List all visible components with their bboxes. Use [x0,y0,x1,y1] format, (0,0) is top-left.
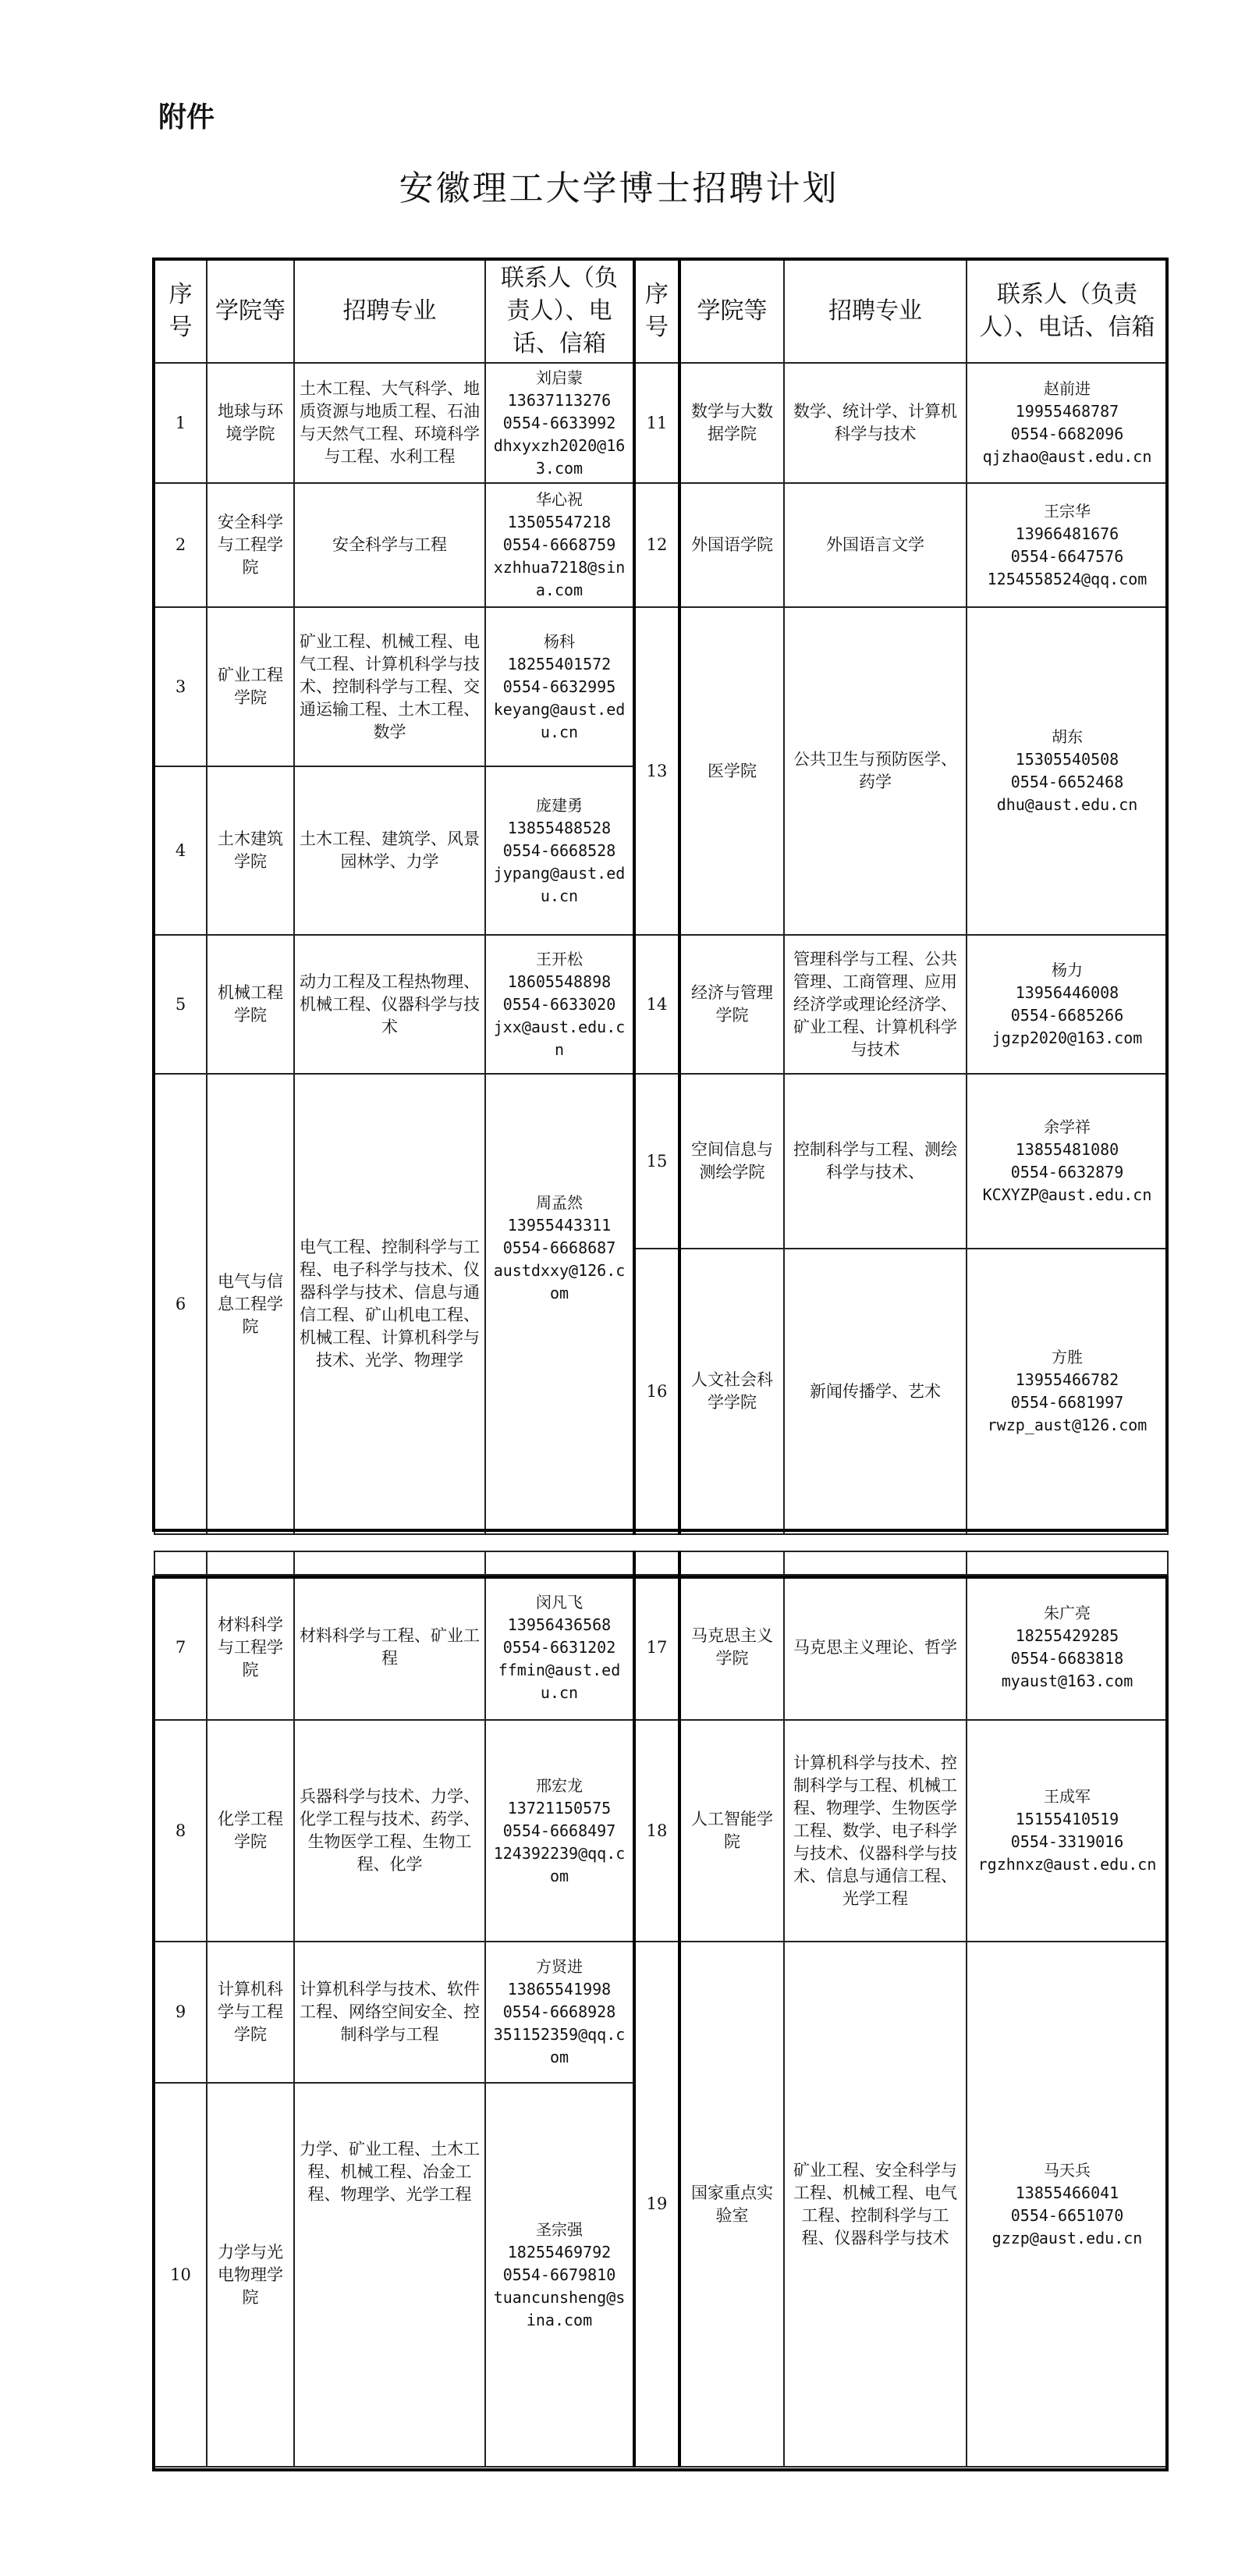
contact-phone: 0554-6647576 [1010,546,1124,566]
contact-name: 赵前进 [1044,379,1091,398]
seq-cell: 9 [154,1942,207,2083]
college-cell: 经济与管理学院 [679,935,784,1074]
college-cell: 人工智能学院 [679,1720,784,1942]
contact-email: tuancunsheng@sina.com [493,2287,626,2329]
major-cell: 动力工程及工程热物理、机械工程、仪器科学与技术 [294,935,485,1074]
contact-phone: 0554-6652468 [1010,773,1124,791]
table-row [154,935,1168,1074]
contact-name: 方贤进 [536,1957,583,1976]
contact-name: 余学祥 [1044,1117,1091,1136]
stub-cell [294,1551,485,1575]
seq-cell: 12 [634,483,679,607]
major-cell: 控制科学与工程、测绘科学与技术、 [784,1074,967,1249]
major-cell: 公共卫生与预防医学、药学 [784,607,967,935]
contact-email: myaust@163.com [1001,1672,1133,1690]
stub-cell [207,1551,294,1575]
contact-mobile: 13956436568 [507,1615,612,1634]
table-stub-row [154,1551,1168,1575]
seq-cell: 3 [154,607,207,766]
major-cell: 力学、矿业工程、土木工程、机械工程、冶金工程、物理学、光学工程 [294,2083,485,2467]
college-cell: 力学与光电物理学院 [207,2083,294,2467]
header-seq-left: 序号 [154,260,207,363]
contact-mobile: 15305540508 [1015,750,1119,769]
seq-cell: 14 [634,935,679,1074]
seq-cell: 16 [634,1249,679,1534]
major-cell: 材料科学与工程、矿业工程 [294,1575,485,1720]
recruitment-table-lower [154,1551,1169,2468]
contact-name: 华心祝 [536,490,583,509]
seq-cell: 17 [634,1575,679,1720]
contact-email: jxx@aust.edu.cn [493,1017,626,1059]
contact-email: qjzhao@aust.edu.cn [982,447,1152,466]
contact-email: jypang@aust.edu.cn [493,863,626,905]
seq-cell: 15 [634,1074,679,1249]
seq-cell: 2 [154,483,207,607]
recruitment-table-upper [154,259,1169,1535]
contact-cell [485,607,634,766]
contact-name: 胡东 [1052,727,1083,746]
contact-cell [967,607,1168,935]
contact-cell [485,363,634,483]
stub-cell [634,1551,679,1575]
major-cell: 矿业工程、安全科学与工程、机械工程、电气工程、控制科学与工程、仪器科学与技术 [784,1942,967,2467]
contact-phone: 0554-6668928 [502,2002,616,2021]
contact-email: xzhhua7218@sina.com [493,558,626,599]
college-cell: 数学与大数据学院 [679,363,784,483]
contact-phone: 0554-6668528 [502,840,616,860]
contact-mobile: 13865541998 [507,1980,612,1999]
college-cell: 计算机科学与工程学院 [207,1942,294,2083]
contact-name: 马天兵 [1044,2160,1091,2180]
contact-phone: 0554-6668497 [502,1821,616,1840]
contact-cell [485,483,634,607]
stub-cell [784,1551,967,1575]
header-college-right: 学院等 [679,260,784,363]
contact-mobile: 13955443311 [507,1216,612,1235]
header-contact-left: 联系人（负责人）、电话、信箱 [485,260,634,363]
major-cell: 土木工程、建筑学、风景园林学、力学 [294,766,485,935]
major-cell: 矿业工程、机械工程、电气工程、计算机科学与技术、控制科学与工程、交通运输工程、土木工程、数学 [294,607,485,766]
contact-phone: 0554-6632995 [502,677,616,696]
table-row [154,483,1168,607]
college-cell: 机械工程学院 [207,935,294,1074]
major-cell: 计算机科学与技术、软件工程、网络空间安全、控制科学与工程 [294,1942,485,2083]
contact-email: 351152359@qq.com [493,2025,626,2066]
contact-name: 王宗华 [1044,501,1091,521]
college-cell: 电气与信息工程学院 [207,1074,294,1534]
contact-email: rwzp_aust@126.com [987,1416,1148,1434]
contact-mobile: 18255469792 [507,2242,612,2262]
major-cell: 电气工程、控制科学与工程、电子科学与技术、仪器科学与技术、信息与通信工程、矿山机电工程、机械工程、计算机科学与技术、光学、物理学 [294,1074,485,1534]
contact-name: 王成军 [1044,1787,1091,1806]
table-row [154,607,1168,766]
contact-name: 刘启蒙 [536,368,583,387]
contact-email: dhu@aust.edu.cn [996,795,1138,814]
contact-email: dhxyxzh2020@163.com [493,435,626,478]
contact-cell [967,1720,1168,1942]
contact-email: KCXYZP@aust.edu.cn [982,1185,1152,1204]
major-cell: 管理科学与工程、公共管理、工商管理、应用经济学或理论经济学、矿业工程、计算机科学与技术 [784,935,967,1074]
contact-cell [485,1720,634,1942]
contact-mobile: 13721150575 [507,1798,612,1817]
college-cell: 马克思主义学院 [679,1575,784,1720]
college-cell: 国家重点实验室 [679,1942,784,2467]
contact-cell [485,1575,634,1720]
seq-cell: 10 [154,2083,207,2467]
contact-cell [967,935,1168,1074]
table-header-row [154,260,1168,363]
college-cell: 外国语学院 [679,483,784,607]
major-cell: 外国语言文学 [784,483,967,607]
contact-phone: 0554-6681997 [1010,1393,1124,1412]
contact-mobile: 13855481080 [1015,1140,1119,1159]
contact-cell [967,1074,1168,1249]
contact-email: 124392239@qq.com [493,1843,626,1885]
contact-phone: 0554-6683818 [1010,1649,1124,1668]
seq-cell: 1 [154,363,207,483]
header-major-left: 招聘专业 [294,260,485,363]
seq-cell: 13 [634,607,679,935]
contact-cell [485,1942,634,2083]
contact-cell [967,1575,1168,1720]
contact-mobile: 13637113276 [507,390,612,410]
contact-email: 1254558524@qq.com [987,569,1148,588]
college-cell: 地球与环境学院 [207,363,294,483]
college-cell: 化学工程学院 [207,1720,294,1942]
major-cell: 兵器科学与技术、力学、化学工程与技术、药学、生物医学工程、生物工程、化学 [294,1720,485,1942]
contact-phone: 0554-6633020 [502,994,616,1014]
seq-cell: 18 [634,1720,679,1942]
table-row [154,363,1168,483]
contact-mobile: 13955466782 [1015,1370,1119,1389]
contact-mobile: 13855488528 [507,818,612,837]
table-row [154,1720,1168,1942]
contact-name: 方胜 [1052,1348,1083,1366]
college-cell: 人文社会科学学院 [679,1249,784,1534]
contact-phone: 0554-3319016 [1010,1832,1124,1851]
table-row [154,1074,1168,1249]
contact-cell [967,1942,1168,2467]
seq-cell: 4 [154,766,207,935]
contact-cell [485,2083,634,2467]
contact-phone: 0554-6631202 [502,1637,616,1657]
contact-email: keyang@aust.edu.cn [493,699,626,741]
stub-cell [485,1551,634,1575]
major-cell: 计算机科学与技术、控制科学与工程、机械工程、物理学、生物医学工程、数学、电子科学与技术、仪器科学与技术、信息与通信工程、光学工程 [784,1720,967,1942]
college-cell: 材料科学与工程学院 [207,1575,294,1720]
header-seq-right: 序号 [634,260,679,363]
major-cell: 安全科学与工程 [294,483,485,607]
contact-cell [485,935,634,1074]
seq-cell: 11 [634,363,679,483]
contact-name: 庞建勇 [536,795,583,815]
contact-cell [967,363,1168,483]
contact-name: 邢宏龙 [536,1775,583,1795]
contact-email: jgzp2020@163.com [991,1029,1143,1047]
contact-name: 圣宗强 [536,2219,583,2239]
attachment-label: 附件 [158,101,215,133]
contact-mobile: 19955468787 [1015,402,1119,421]
header-contact-right: 联系人（负责人）、电话、信箱 [967,260,1168,363]
college-cell: 矿业工程学院 [207,607,294,766]
seq-cell: 7 [154,1575,207,1720]
college-cell: 空间信息与测绘学院 [679,1074,784,1249]
contact-mobile: 13956446008 [1015,983,1119,1002]
seq-cell: 5 [154,935,207,1074]
contact-cell [485,1074,634,1534]
contact-mobile: 13855466041 [1015,2183,1119,2202]
contact-name: 周孟然 [536,1193,583,1212]
major-cell: 马克思主义理论、哲学 [784,1575,967,1720]
contact-cell [967,1249,1168,1534]
major-cell: 新闻传播学、艺术 [784,1249,967,1534]
table-row [154,1942,1168,2083]
stub-cell [154,1551,207,1575]
contact-name: 王开松 [536,949,583,968]
contact-name: 杨科 [544,631,575,651]
contact-mobile: 18605548898 [507,972,612,991]
header-college-left: 学院等 [207,260,294,363]
stub-cell [967,1551,1168,1575]
contact-mobile: 18255401572 [507,654,612,673]
page-title: 安徽理工大学博士招聘计划 [399,169,839,208]
college-cell: 医学院 [679,607,784,935]
contact-phone: 0554-6685266 [1010,1006,1124,1025]
contact-phone: 0554-6668759 [502,535,616,554]
contact-name: 朱广亮 [1044,1604,1091,1622]
contact-email: austdxxy@126.com [493,1261,626,1302]
major-cell: 数学、统计学、计算机科学与技术 [784,363,967,483]
stub-cell [679,1551,784,1575]
contact-mobile: 13505547218 [507,513,612,531]
college-cell: 土木建筑学院 [207,766,294,935]
contact-phone: 0554-6682096 [1010,425,1124,443]
contact-mobile: 15155410519 [1015,1810,1119,1828]
contact-mobile: 18255429285 [1015,1626,1119,1645]
contact-email: ffmin@aust.edu.cn [498,1660,621,1702]
table-row [154,1575,1168,1720]
header-major-right: 招聘专业 [784,260,967,363]
contact-phone: 0554-6632879 [1010,1163,1124,1181]
contact-cell [485,766,634,935]
contact-name: 杨力 [1052,961,1083,979]
contact-name: 闵凡飞 [536,1592,583,1611]
contact-email: rgzhnxz@aust.edu.cn [977,1855,1157,1874]
contact-cell [967,483,1168,607]
contact-email: gzzp@aust.edu.cn [991,2228,1143,2247]
college-cell: 安全科学与工程学院 [207,483,294,607]
contact-phone: 0554-6668687 [502,1238,616,1257]
seq-cell: 6 [154,1074,207,1534]
contact-phone: 0554-6679810 [502,2265,616,2284]
contact-phone: 0554-6651070 [1010,2205,1124,2225]
seq-cell: 19 [634,1942,679,2467]
contact-mobile: 13966481676 [1015,524,1119,543]
contact-phone: 0554-6633992 [502,413,616,432]
major-cell: 土木工程、大气科学、地质资源与地质工程、石油与天然气工程、环境科学与工程、水利工程 [294,363,485,483]
seq-cell: 8 [154,1720,207,1942]
